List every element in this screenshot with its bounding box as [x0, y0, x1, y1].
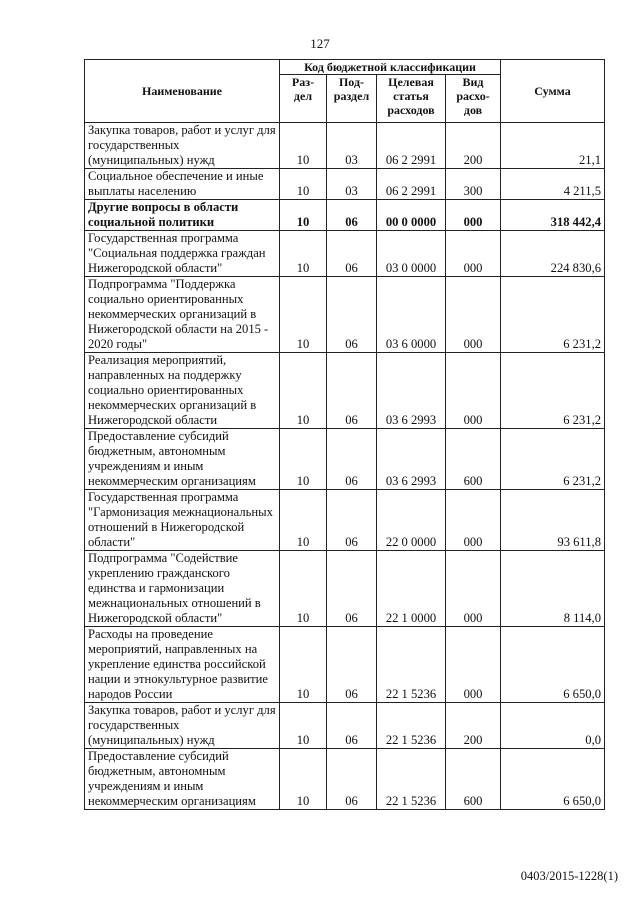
row-vid: 000 — [446, 200, 501, 231]
row-podrazdel: 06 — [327, 277, 377, 353]
row-razdel: 10 — [280, 200, 327, 231]
row-podrazdel: 06 — [327, 627, 377, 703]
row-summa: 6 650,0 — [501, 627, 605, 703]
table-row — [85, 627, 605, 703]
table-row — [85, 231, 605, 277]
row-celevaya: 00 0 0000 — [377, 200, 446, 231]
row-name: Закупка товаров, работ и услуг для государственных (муниципальных) нужд — [85, 123, 280, 169]
header-name: Наименование — [85, 60, 280, 123]
header-podrazdel: Под-раздел — [327, 75, 377, 123]
row-razdel: 10 — [280, 749, 327, 810]
row-summa: 0,0 — [501, 703, 605, 749]
table-row — [85, 749, 605, 810]
row-name: Государственная программа "Социальная поддержка граждан Нижегородской области" — [85, 231, 280, 277]
row-celevaya: 22 1 5236 — [377, 749, 446, 810]
row-celevaya: 22 1 0000 — [377, 551, 446, 627]
row-celevaya: 03 6 2993 — [377, 429, 446, 490]
table-row — [85, 123, 605, 169]
row-summa: 8 114,0 — [501, 551, 605, 627]
row-vid: 000 — [446, 231, 501, 277]
row-razdel: 10 — [280, 490, 327, 551]
row-summa: 21,1 — [501, 123, 605, 169]
row-vid: 200 — [446, 123, 501, 169]
row-razdel: 10 — [280, 123, 327, 169]
row-name: Другие вопросы в области социальной политики — [85, 200, 280, 231]
row-razdel: 10 — [280, 353, 327, 429]
row-summa: 6 231,2 — [501, 277, 605, 353]
row-razdel: 10 — [280, 277, 327, 353]
row-name: Предоставление субсидий бюджетным, автономным учреждениям и иным некоммерческим организациям — [85, 749, 280, 810]
document-code: 0403/2015-1228(1) — [520, 869, 618, 883]
table-row — [85, 429, 605, 490]
row-vid: 000 — [446, 353, 501, 429]
row-name: Социальное обеспечение и иные выплаты населению — [85, 169, 280, 200]
row-vid: 600 — [446, 749, 501, 810]
row-name: Закупка товаров, работ и услуг для государственных (муниципальных) нужд — [85, 703, 280, 749]
table-row — [85, 551, 605, 627]
row-name: Подпрограмма "Поддержка социально ориентированных некоммерческих организаций в Нижегородской области на 2015 - 2020 годы" — [85, 277, 280, 353]
table-row — [85, 353, 605, 429]
row-podrazdel: 06 — [327, 551, 377, 627]
table-row — [85, 200, 605, 231]
row-podrazdel: 06 — [327, 200, 377, 231]
row-celevaya: 22 1 5236 — [377, 627, 446, 703]
table-row — [85, 703, 605, 749]
row-name: Государственная программа "Гармонизация межнациональных отношений в Нижегородской области" — [85, 490, 280, 551]
row-podrazdel: 03 — [327, 123, 377, 169]
row-summa: 93 611,8 — [501, 490, 605, 551]
row-name: Предоставление субсидий бюджетным, автономным учреждениям и иным некоммерческим организациям — [85, 429, 280, 490]
row-celevaya: 22 1 5236 — [377, 703, 446, 749]
row-summa: 6 650,0 — [501, 749, 605, 810]
row-vid: 000 — [446, 627, 501, 703]
row-razdel: 10 — [280, 231, 327, 277]
row-summa: 6 231,2 — [501, 353, 605, 429]
table-row — [85, 490, 605, 551]
table-row — [85, 277, 605, 353]
header-summa: Сумма — [501, 60, 605, 123]
row-celevaya: 06 2 2991 — [377, 123, 446, 169]
row-razdel: 10 — [280, 627, 327, 703]
row-razdel: 10 — [280, 551, 327, 627]
row-name: Реализация мероприятий, направленных на поддержку социально ориентированных некоммерческих организаций в Нижегородской области — [85, 353, 280, 429]
row-podrazdel: 06 — [327, 490, 377, 551]
row-celevaya: 03 0 0000 — [377, 231, 446, 277]
row-celevaya: 03 6 0000 — [377, 277, 446, 353]
row-podrazdel: 06 — [327, 703, 377, 749]
row-razdel: 10 — [280, 169, 327, 200]
row-celevaya: 22 0 0000 — [377, 490, 446, 551]
budget-table — [84, 59, 605, 810]
row-podrazdel: 06 — [327, 429, 377, 490]
row-podrazdel: 06 — [327, 749, 377, 810]
header-code-group: Код бюджетной классификации — [280, 60, 501, 75]
row-vid: 000 — [446, 490, 501, 551]
row-podrazdel: 06 — [327, 353, 377, 429]
row-razdel: 10 — [280, 429, 327, 490]
row-vid: 000 — [446, 277, 501, 353]
table-body — [85, 123, 605, 810]
row-podrazdel: 06 — [327, 231, 377, 277]
row-summa: 4 211,5 — [501, 169, 605, 200]
header-celevaya: Целевая статья расходов — [377, 75, 446, 123]
row-razdel: 10 — [280, 703, 327, 749]
row-celevaya: 06 2 2991 — [377, 169, 446, 200]
table-row — [85, 169, 605, 200]
row-name: Подпрограмма "Содействие укреплению гражданского единства и гармонизации межнациональных отношений в Нижегородской области" — [85, 551, 280, 627]
row-name: Расходы на проведение мероприятий, направленных на укрепление единства российской нации и этнокультурное развитие народов России — [85, 627, 280, 703]
row-vid: 000 — [446, 551, 501, 627]
row-summa: 318 442,4 — [501, 200, 605, 231]
row-celevaya: 03 6 2993 — [377, 353, 446, 429]
row-summa: 224 830,6 — [501, 231, 605, 277]
row-podrazdel: 03 — [327, 169, 377, 200]
row-vid: 600 — [446, 429, 501, 490]
row-summa: 6 231,2 — [501, 429, 605, 490]
row-vid: 300 — [446, 169, 501, 200]
page-number: 127 — [310, 36, 330, 51]
header-razdel: Раз-дел — [280, 75, 327, 123]
row-vid: 200 — [446, 703, 501, 749]
header-vid: Вид расхо-дов — [446, 75, 501, 123]
